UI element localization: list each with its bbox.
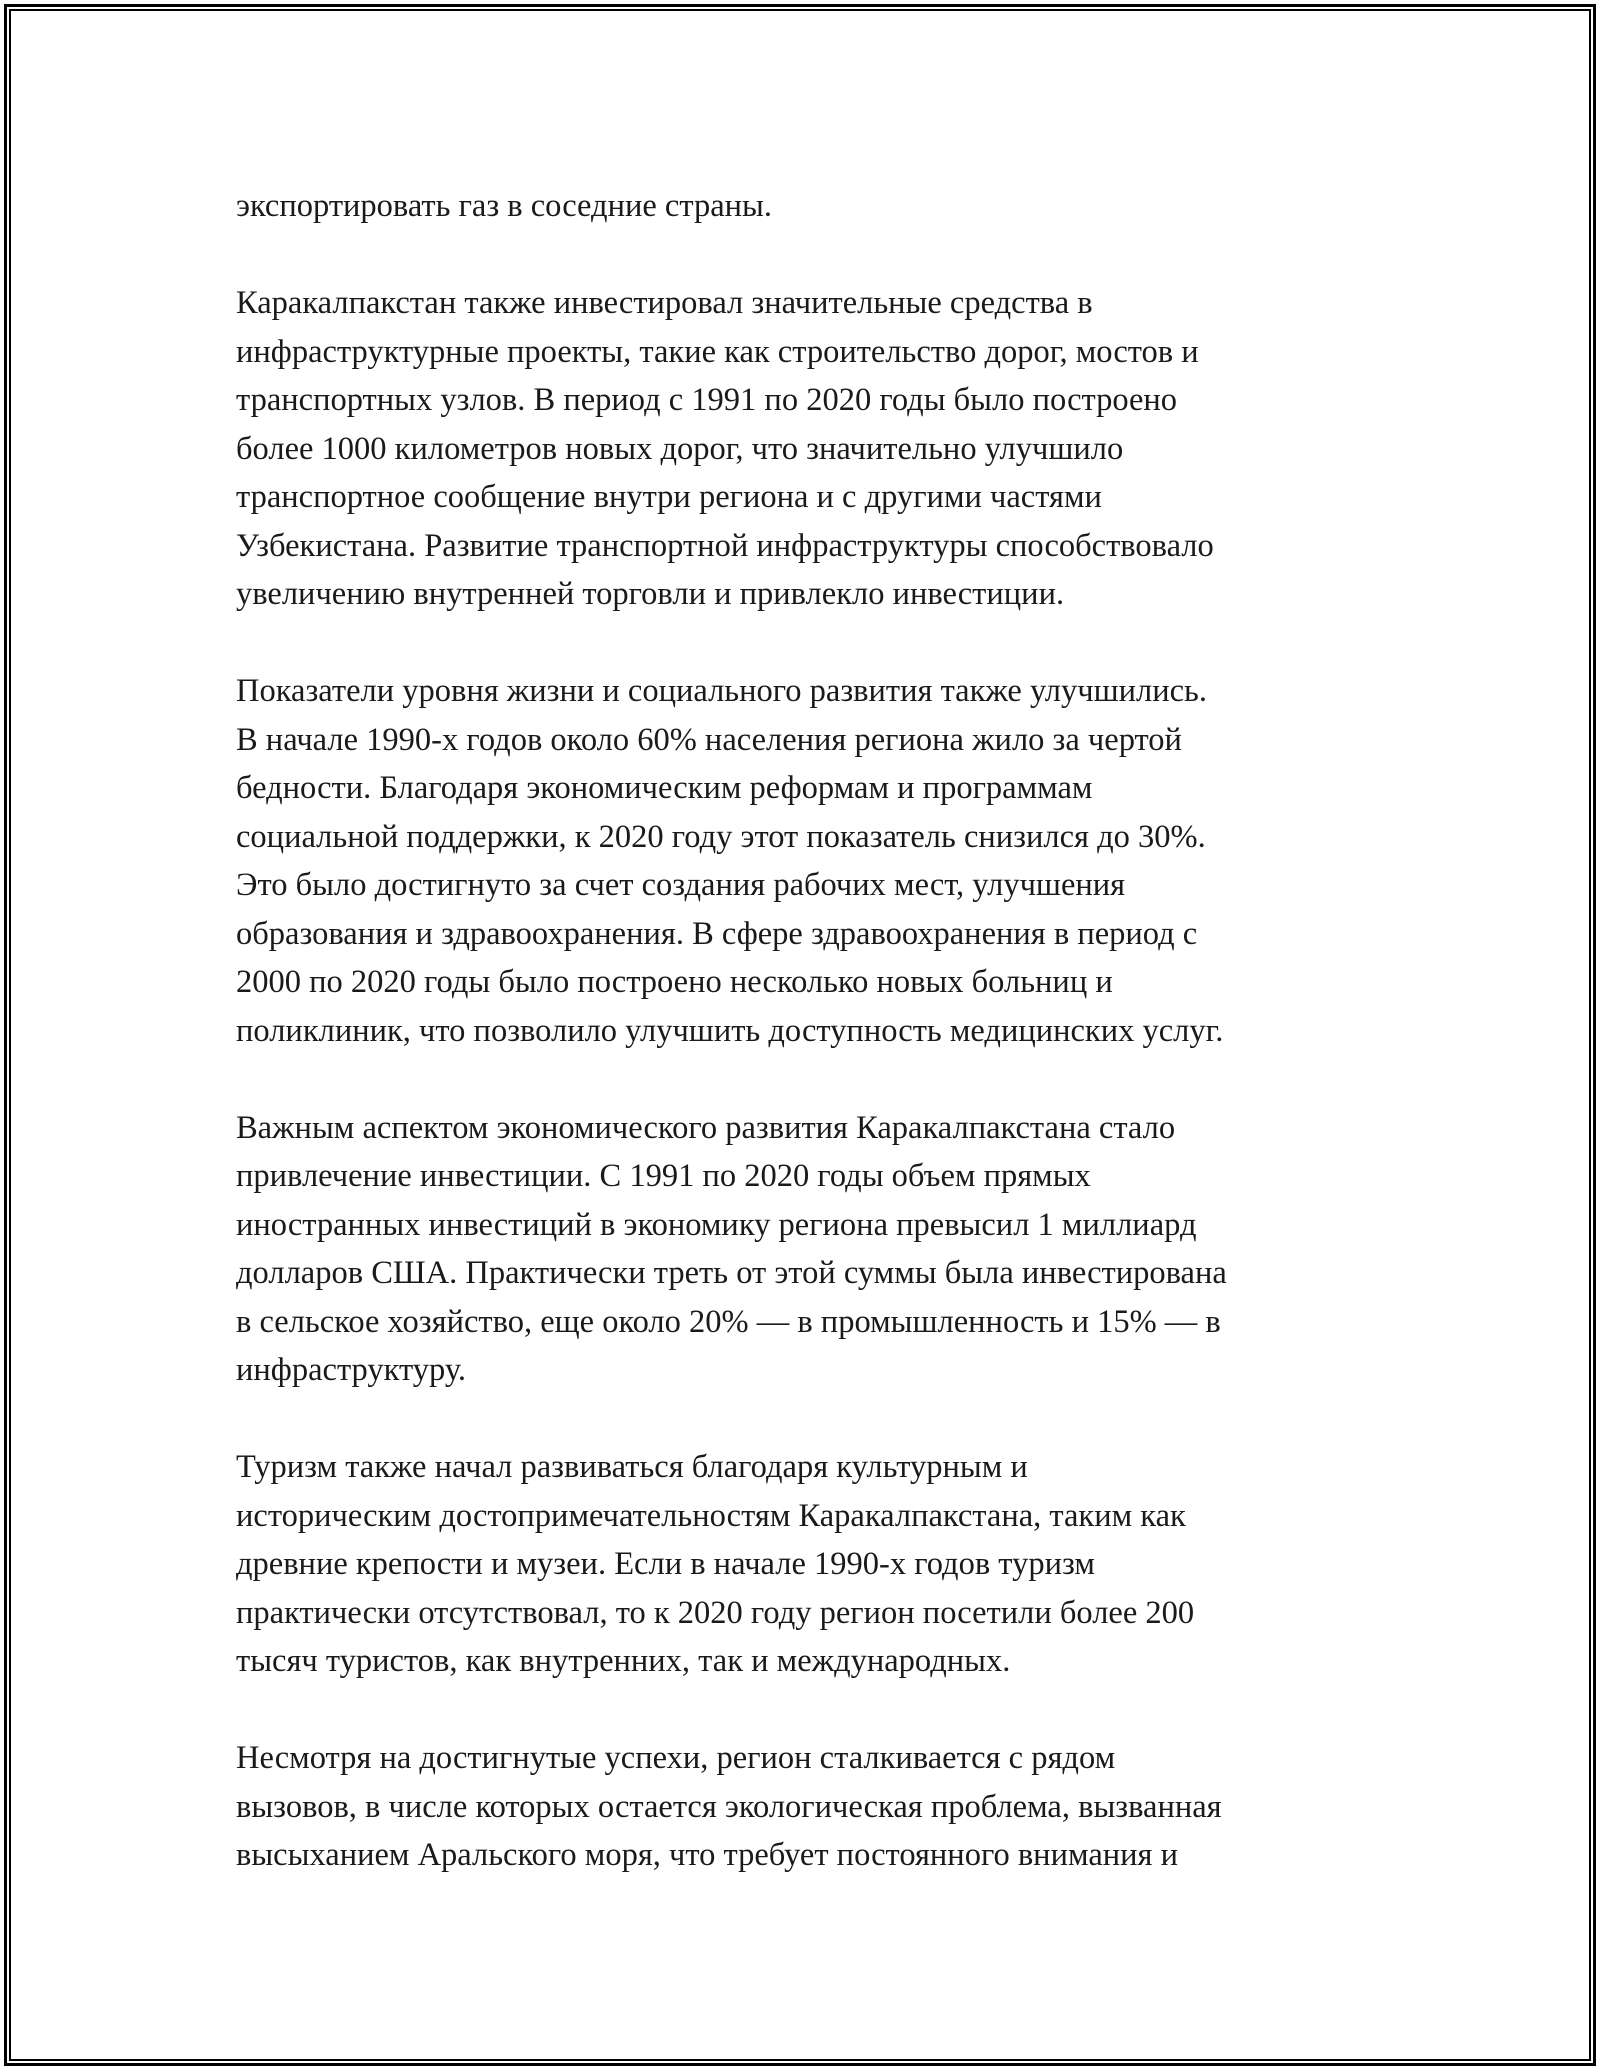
document-body bbox=[236, 182, 1386, 1928]
paragraph-living-standards: Показатели уровня жизни и социального развития также улучшились. В начале 1990-х годов около 60% населения региона жило за чертой бедности. Благодаря экономическим реформам и программам социальной поддержки, к 2020 году этот показатель снизился до 30%. Это было достигнуто за счет создания рабочих мест, улучшения образования и здравоохранения. В сфере здравоохранения в период с 2000 по 2020 годы было построено несколько новых больниц и поликлиник, что позволило улучшить доступность медицинских услуг. bbox=[236, 673, 1224, 1049]
paragraph-investments: Важным аспектом экономического развития Каракалпакстана стало привлечение инвестиции. С 1991 по 2020 годы объем прямых иностранных инвестиций в экономику региона превысил 1 миллиард долларов США. Практически треть от этой суммы была инвестирована в сельское хозяйство, еще около 20% — в промышленность и 15% — в инфраструктуру. bbox=[236, 1109, 1227, 1388]
paragraph-gas-export: экспортировать газ в соседние страны. bbox=[236, 188, 772, 224]
paragraph-infrastructure: Каракалпакстан также инвестировал значительные средства в инфраструктурные проекты, такие как строительство дорог, мостов и транспортных узлов. В период с 1991 по 2020 годы было построено более 1000 километров новых дорог, что значительно улучшило транспортное сообщение внутри региона и с другими частями Узбекистана. Развитие транспортной инфраструктуры способствовало увеличению внутренней торговли и привлекло инвестиции. bbox=[236, 285, 1214, 612]
paragraph-tourism: Туризм также начал развиваться благодаря культурным и историческим достопримечательностям Каракалпакстана, таким как древние крепости и музеи. Если в начале 1990-х годов туризм практически отсутствовал, то к 2020 году регион посетили более 200 тысяч туристов, как внутренних, так и международных. bbox=[236, 1449, 1195, 1679]
paragraph-challenges: Несмотря на достигнутые успехи, регион сталкивается с рядом вызовов, в числе которых остается экологическая проблема, вызванная высыханием Аральского моря, что требует постоянного внимания и bbox=[236, 1740, 1222, 1873]
